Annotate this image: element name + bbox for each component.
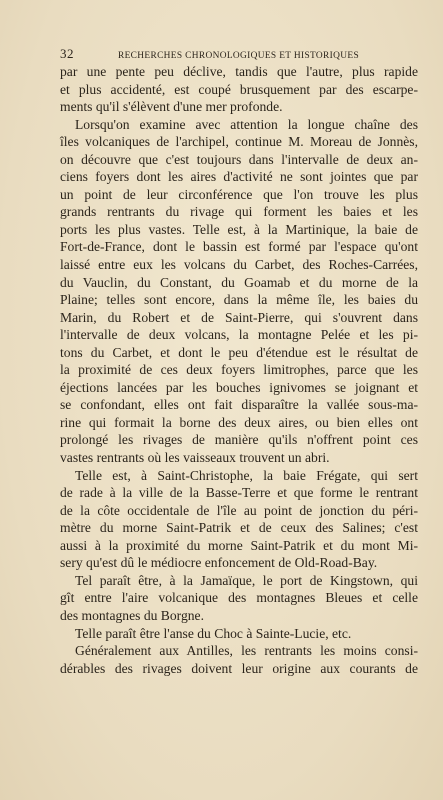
text-line: la proximité de ces deux foyers limitrophes, parce que les <box>60 362 418 378</box>
paragraph <box>60 572 418 625</box>
text-line: dérables des rivages doivent leur origine aux courants de <box>60 660 418 676</box>
running-head: RECHERCHES CHRONOLOGIQUES ET HISTORIQUES <box>118 51 360 61</box>
text-line: ports les plus vastes. Telle est, à la Martinique, la baie de <box>60 221 418 237</box>
text-line: éjections lancées par les bouches ignivomes se joignant et <box>60 379 418 395</box>
text-line: mètre du morne Saint-Patrik et de ceux des Salines; c'est <box>60 520 418 536</box>
paragraph <box>60 625 418 643</box>
text-line: gît entre l'aire volcanique des montagnes Bleues et celle <box>60 590 418 606</box>
text-line: laissé entre eux les volcans du Carbet, des Roches-Carrées, <box>60 257 418 273</box>
text-line: du Vauclin, du Constant, du Goamab et du morne de la <box>60 274 418 290</box>
text-line: des montagnes du Borgne. <box>60 607 204 623</box>
paragraph <box>60 63 418 116</box>
page-header <box>60 46 409 62</box>
text-line: Tel paraît être, à la Jamaïque, le port de Kingstown, qui <box>75 572 418 588</box>
text-line: vastes rentrants où les vaisseaux trouvent un abri. <box>60 450 330 466</box>
body-text <box>60 63 418 677</box>
text-line: on découvre que c'est toujours dans l'intervalle de deux an- <box>60 151 418 167</box>
text-line: Telle paraît être l'anse du Choc à Sainte-Lucie, etc. <box>75 625 352 641</box>
text-line: grands rentrants du rivage qui forment les baies et les <box>60 204 418 220</box>
text-line: l'intervalle de deux volcans, la montagne Pelée et les pi- <box>60 327 418 343</box>
text-line: Généralement aux Antilles, les rentrants les moins consi- <box>75 643 418 659</box>
text-line: de la côte occidentale de l'île au point de jonction du péri- <box>60 502 418 518</box>
text-line: Lorsqu'on examine avec attention la longue chaîne des <box>75 116 418 132</box>
text-line: Plaine; telles sont encore, dans la même île, les baies du <box>60 292 418 308</box>
text-line: un point de leur circonférence que l'on trouve les plus <box>60 186 418 202</box>
paragraph <box>60 116 418 467</box>
text-line: Marin, du Robert et de Saint-Pierre, qui s'ouvrent dans <box>60 309 418 325</box>
paragraph <box>60 467 418 572</box>
text-line: se confondant, elles ont fait disparaître la vallée sous-ma- <box>60 397 418 413</box>
text-line: rine qui formait la borne des deux aires, ou bien elles ont <box>60 414 418 430</box>
text-line: îles volcaniques de l'archipel, continue M. Moreau de Jonnès, <box>60 134 418 150</box>
page-number: 32 <box>60 46 74 61</box>
text-line: et plus accidenté, est coupé brusquement par des escarpe- <box>60 81 418 97</box>
text-line: par une pente peu déclive, tandis que l'autre, plus rapide <box>60 64 418 79</box>
text-line: Telle est, à Saint-Christophe, la baie Frégate, qui sert <box>75 467 418 483</box>
text-line: tons du Carbet, et dont le peu d'étendue est le résultat de <box>60 344 418 360</box>
paragraph <box>60 642 418 677</box>
text-line: de rade à la ville de la Basse-Terre et que forme le rentrant <box>60 485 418 501</box>
text-line: ments qu'il s'élèvent d'une mer profonde. <box>60 99 283 115</box>
text-line: sery qu'est dû le médiocre enfoncement de Old-Road-Bay. <box>60 555 378 571</box>
text-line: ciens foyers dont les aires d'activité ne sont jointes que par <box>60 169 418 185</box>
text-line: Fort-de-France, dont le bassin est formé par l'espace qu'ont <box>60 239 418 255</box>
text-line: aussi à la proximité du morne Saint-Patrik et du mont Mi- <box>60 537 418 553</box>
text-line: prolongé les rivages de manière qu'ils n'offrent point ces <box>60 432 418 448</box>
